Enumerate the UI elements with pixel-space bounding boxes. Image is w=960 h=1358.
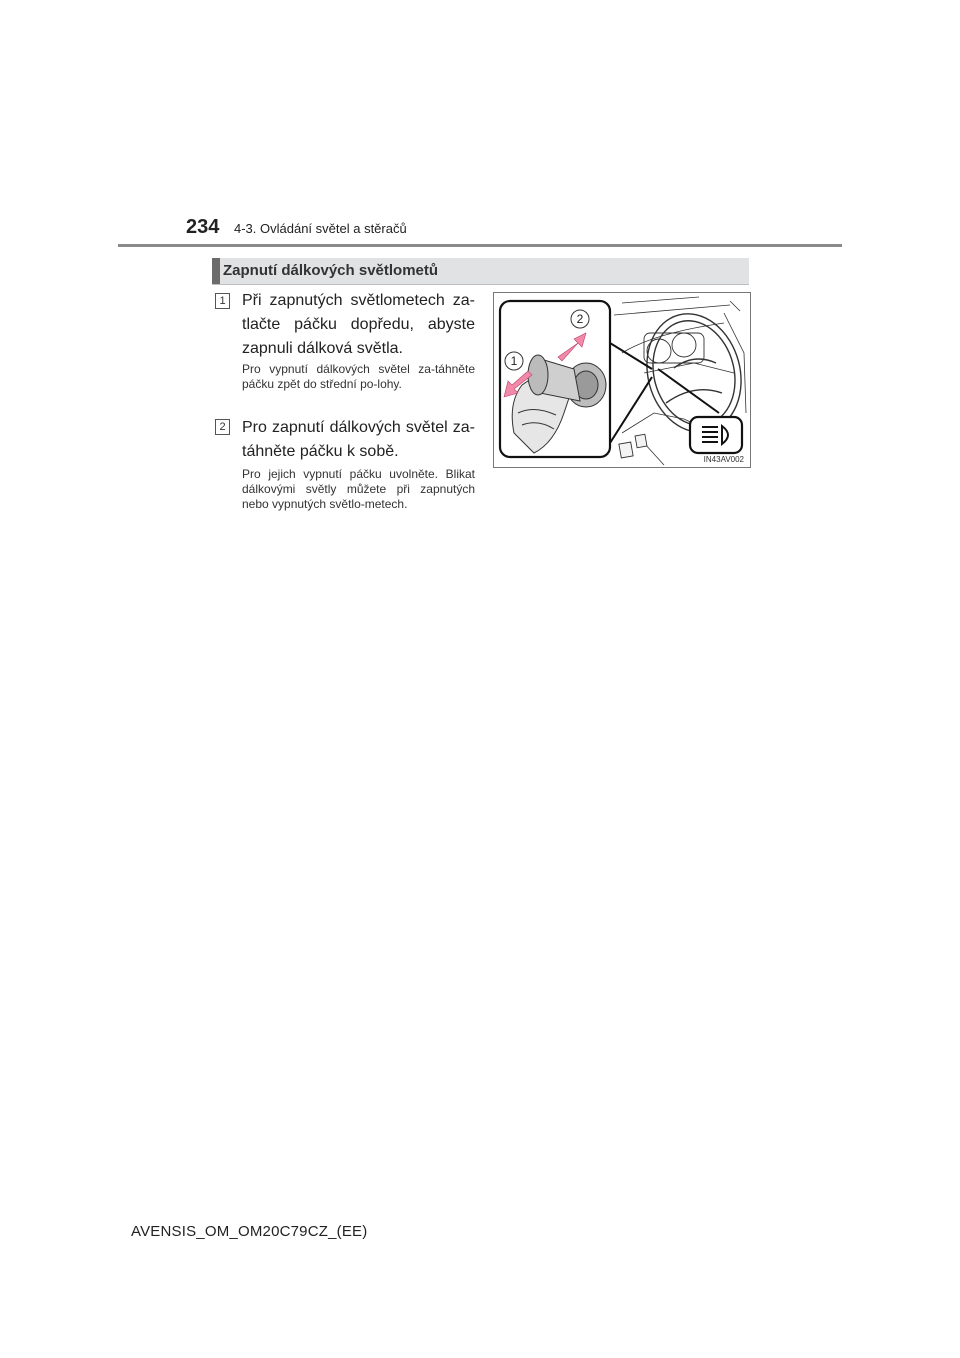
section-rule bbox=[212, 284, 749, 285]
figure-illustration bbox=[494, 293, 750, 467]
section-title: Zapnutí dálkových světlometů bbox=[223, 262, 439, 279]
step-1-text: Při zapnutých světlometech za-tlačte páčku dopředu, abyste zapnuli dálková světla. bbox=[242, 292, 475, 357]
page-number: 234 bbox=[186, 216, 220, 238]
figure-code: IN43AV002 bbox=[703, 455, 744, 464]
callout-1: 1 bbox=[510, 354, 518, 368]
step-2-number: 2 bbox=[215, 419, 230, 435]
chapter-title: 4-3. Ovládání světel a stěračů bbox=[234, 221, 407, 236]
step-1-number: 1 bbox=[215, 293, 230, 309]
step-2-note: Pro jejich vypnutí páčku uvolněte. Blikat dálkovými světly můžete při zapnutých nebo vypnutých světlo-metech. bbox=[242, 467, 475, 511]
step-1-note: Pro vypnutí dálkových světel za-táhněte páčku zpět do střední po-lohy. bbox=[242, 362, 475, 391]
header-rule bbox=[118, 244, 842, 247]
section-bar-accent bbox=[212, 258, 220, 284]
footer-code: AVENSIS_OM_OM20C79CZ_(EE) bbox=[131, 1223, 368, 1240]
callout-2: 2 bbox=[576, 312, 584, 326]
high-beam-icon bbox=[690, 417, 742, 453]
step-2-text: Pro zapnutí dálkových světel za-táhněte páčku k sobě. bbox=[242, 419, 475, 460]
headlight-lever-figure bbox=[493, 292, 751, 468]
